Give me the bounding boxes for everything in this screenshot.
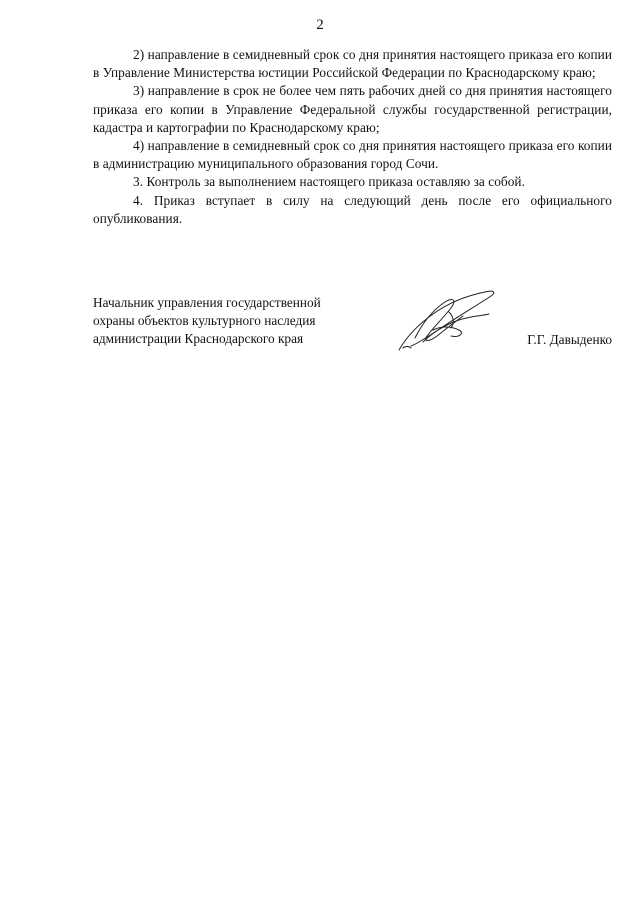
document-body: [93, 46, 612, 228]
signatory-title-line: Начальник управления государственной: [93, 295, 321, 310]
paragraph-control: 3. Контроль за выполнением настоящего приказа оставляю за собой.: [133, 174, 525, 190]
signature-block: [93, 294, 612, 354]
paragraph-item-4: 4) направление в семидневный срок со дня принятия настоящего приказа его копии в администрацию муниципального образования город Сочи.: [93, 138, 612, 172]
signatory-name: Г.Г. Давыденко: [527, 332, 612, 347]
signatory-title: [93, 294, 383, 349]
signatory-title-line: охраны объектов культурного наследия: [93, 313, 316, 329]
handwritten-signature-icon: [393, 286, 503, 356]
signatory-title-line: администрации Краснодарского края: [93, 331, 304, 347]
paragraph-item-3: 3) направление в срок не более чем пять рабочих дней со дня принятия настоящего приказа его копии в Управление Федеральной службы государственной регистрации, кадастра и картографии по Краснодарскому краю;: [93, 83, 612, 135]
page-number: 2: [316, 17, 324, 33]
paragraph-item-2: 2) направление в семидневный срок со дня принятия настоящего приказа его копии в Управление Министерства юстиции Российской Федерации по Краснодарскому краю;: [93, 47, 612, 81]
paragraph-effective-date: 4. Приказ вступает в силу на следующий день после его официального опубликования.: [93, 192, 612, 226]
